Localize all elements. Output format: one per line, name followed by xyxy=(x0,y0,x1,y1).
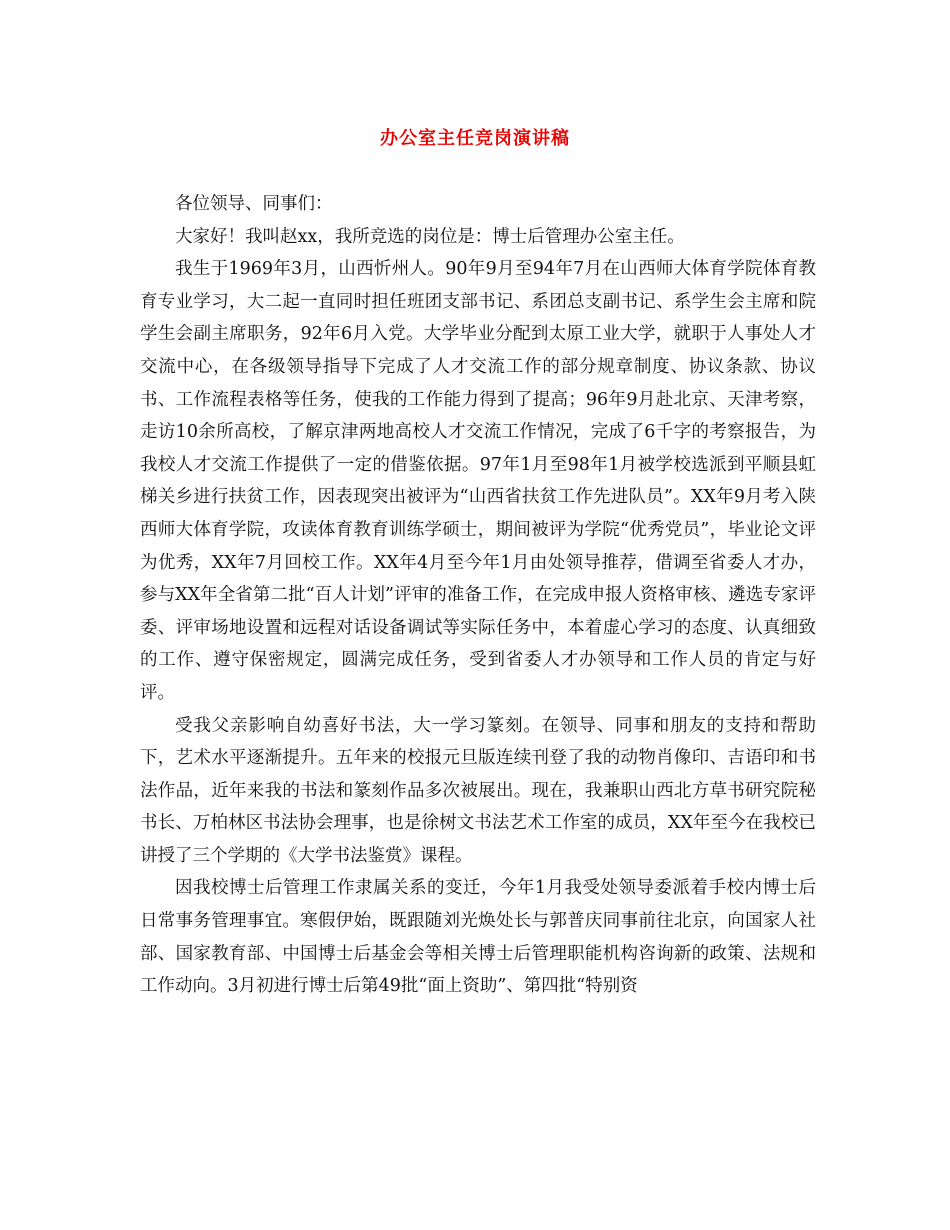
document-title: 办公室主任竞岗演讲稿 xyxy=(380,128,570,149)
paragraph-greeting: 大家好！我叫赵xx，我所竞选的岗位是：博士后管理办公室主任。 xyxy=(175,226,685,247)
paragraph-calligraphy: 受我父亲影响自幼喜好书法，大一学习篆刻。在领导、同事和朋友的支持和帮助下，艺术水平逐渐提升。五年来的校报元旦版连续刊登了我的动物肖像印、吉语印和书法作品，近年来我的书法和篆刻作品多次被展出。现在，我兼职山西北方草书研究院秘书长、万柏林区书法协会理事，也是徐树文书法艺术工作室的成员，XX年至今在我校已讲授了三个学期的《大学书法鉴赏》课程。 xyxy=(140,715,816,866)
paragraph-postdoc-work: 因我校博士后管理工作隶属关系的变迁，今年1月我受处领导委派着手校内博士后日常事务管理事宜。寒假伊始，既跟随刘光焕处长与郭普庆同事前往北京，向国家人社部、国家教育部、中国博士后基金会等相关博士后管理职能机构咨询新的政策、法规和工作动向。3月初进行博士后第49批“面上资助”、第四批“特别资 xyxy=(140,878,816,997)
document-body xyxy=(140,188,816,1003)
paragraph-background: 我生于1969年3月，山西忻州人。90年9月至94年7月在山西师大体育学院体育教育专业学习，大二起一直同时担任班团支部书记、系团总支副书记、系学生会主席和院学生会副主席职务，92年6月入党。大学毕业分配到太原工业大学，就职于人事处人才交流中心，在各级领导指导下完成了人才交流工作的部分规章制度、协议条款、协议书、工作流程表格等任务，使我的工作能力得到了提高；96年9月赴北京、天津考察，走访10余所高校，了解京津两地高校人才交流工作情况，完成了6千字的考察报告，为我校人才交流工作提供了一定的借鉴依据。97年1月至98年1月被学校选派到平顺县虹梯关乡进行扶贫工作，因表现突出被评为“山西省扶贫工作先进队员”。XX年9月考入陕西师大体育学院，攻读体育教育训练学硕士，期间被评为学院“优秀党员”，毕业论文评为优秀，XX年7月回校工作。XX年4月至今年1月由处领导推荐，借调至省委人才办，参与XX年全省第二批“百人计划”评审的准备工作，在完成申报人资格审核、遴选专家评委、评审场地设置和远程对话设备调试等实际任务中，本着虚心学习的态度、认真细致的工作、遵守保密规定，圆满完成任务，受到省委人才办领导和工作人员的肯定与好评。 xyxy=(140,259,816,703)
paragraph-salutation: 各位领导、同事们： xyxy=(175,194,333,214)
